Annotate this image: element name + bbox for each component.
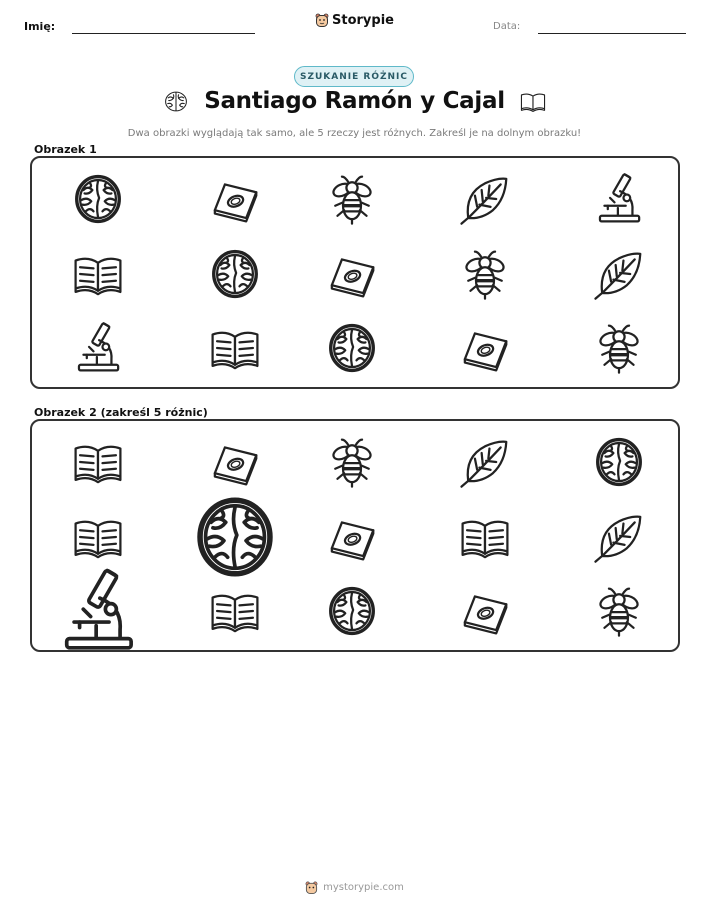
brain-icon: [162, 88, 190, 114]
page-title: Santiago Ramón y Cajal: [204, 88, 505, 114]
picture2-panel[interactable]: [30, 419, 680, 652]
picture1-panel: [30, 156, 680, 389]
picture2-brain-icon[interactable]: [591, 434, 647, 490]
picture1-bee-icon: [457, 246, 513, 302]
picture1-book-icon: [207, 320, 263, 376]
picture2-book-icon[interactable]: [70, 434, 126, 490]
date-line[interactable]: [538, 33, 686, 34]
activity-badge: SZUKANIE RÓŻNIC: [294, 66, 414, 87]
picture2-slide-icon[interactable]: [324, 509, 380, 565]
picture2-brain-icon[interactable]: [189, 491, 281, 583]
picture1-slide-icon: [457, 320, 513, 376]
picture1-brain-icon: [207, 246, 263, 302]
picture1-label: Obrazek 1: [34, 143, 97, 156]
picture1-microscope-icon: [70, 320, 126, 376]
picture2-microscope-icon[interactable]: [52, 565, 144, 657]
picture2-book-icon[interactable]: [207, 583, 263, 639]
picture2-label: Obrazek 2 (zakreśl 5 różnic): [34, 406, 208, 419]
picture1-leaf-icon: [591, 246, 647, 302]
picture2-bee-icon[interactable]: [591, 583, 647, 639]
picture2-brain-icon[interactable]: [324, 583, 380, 639]
picture1-slide-icon: [207, 171, 263, 227]
picture1-microscope-icon: [591, 171, 647, 227]
picture1-slide-icon: [324, 246, 380, 302]
picture1-leaf-icon: [457, 171, 513, 227]
storypie-logo: [0, 12, 709, 28]
picture2-slide-icon[interactable]: [207, 434, 263, 490]
picture1-bee-icon: [591, 320, 647, 376]
date-label: Data:: [493, 21, 521, 32]
name-line[interactable]: [72, 33, 255, 34]
logo-text: Storypie: [332, 12, 394, 28]
storypie-logo-icon: [315, 12, 329, 28]
picture1-book-icon: [70, 246, 126, 302]
book-icon: [519, 90, 547, 112]
picture1-bee-icon: [324, 171, 380, 227]
picture2-leaf-icon[interactable]: [457, 434, 513, 490]
footer-url[interactable]: mystorypie.com: [323, 882, 404, 893]
storypie-footer-icon: [305, 880, 318, 895]
name-label: Imię:: [24, 20, 56, 33]
instructions: Dwa obrazki wyglądają tak samo, ale 5 rzeczy jest różnych. Zakreśl je na dolnym obrazku!: [127, 128, 582, 139]
picture2-book-icon[interactable]: [457, 509, 513, 565]
title-row: [0, 88, 709, 114]
picture2-leaf-icon[interactable]: [591, 509, 647, 565]
picture2-book-icon[interactable]: [70, 509, 126, 565]
picture1-brain-icon: [324, 320, 380, 376]
picture1-brain-icon: [70, 171, 126, 227]
picture2-slide-icon[interactable]: [457, 583, 513, 639]
footer: [0, 880, 709, 895]
picture2-bee-icon[interactable]: [324, 434, 380, 490]
